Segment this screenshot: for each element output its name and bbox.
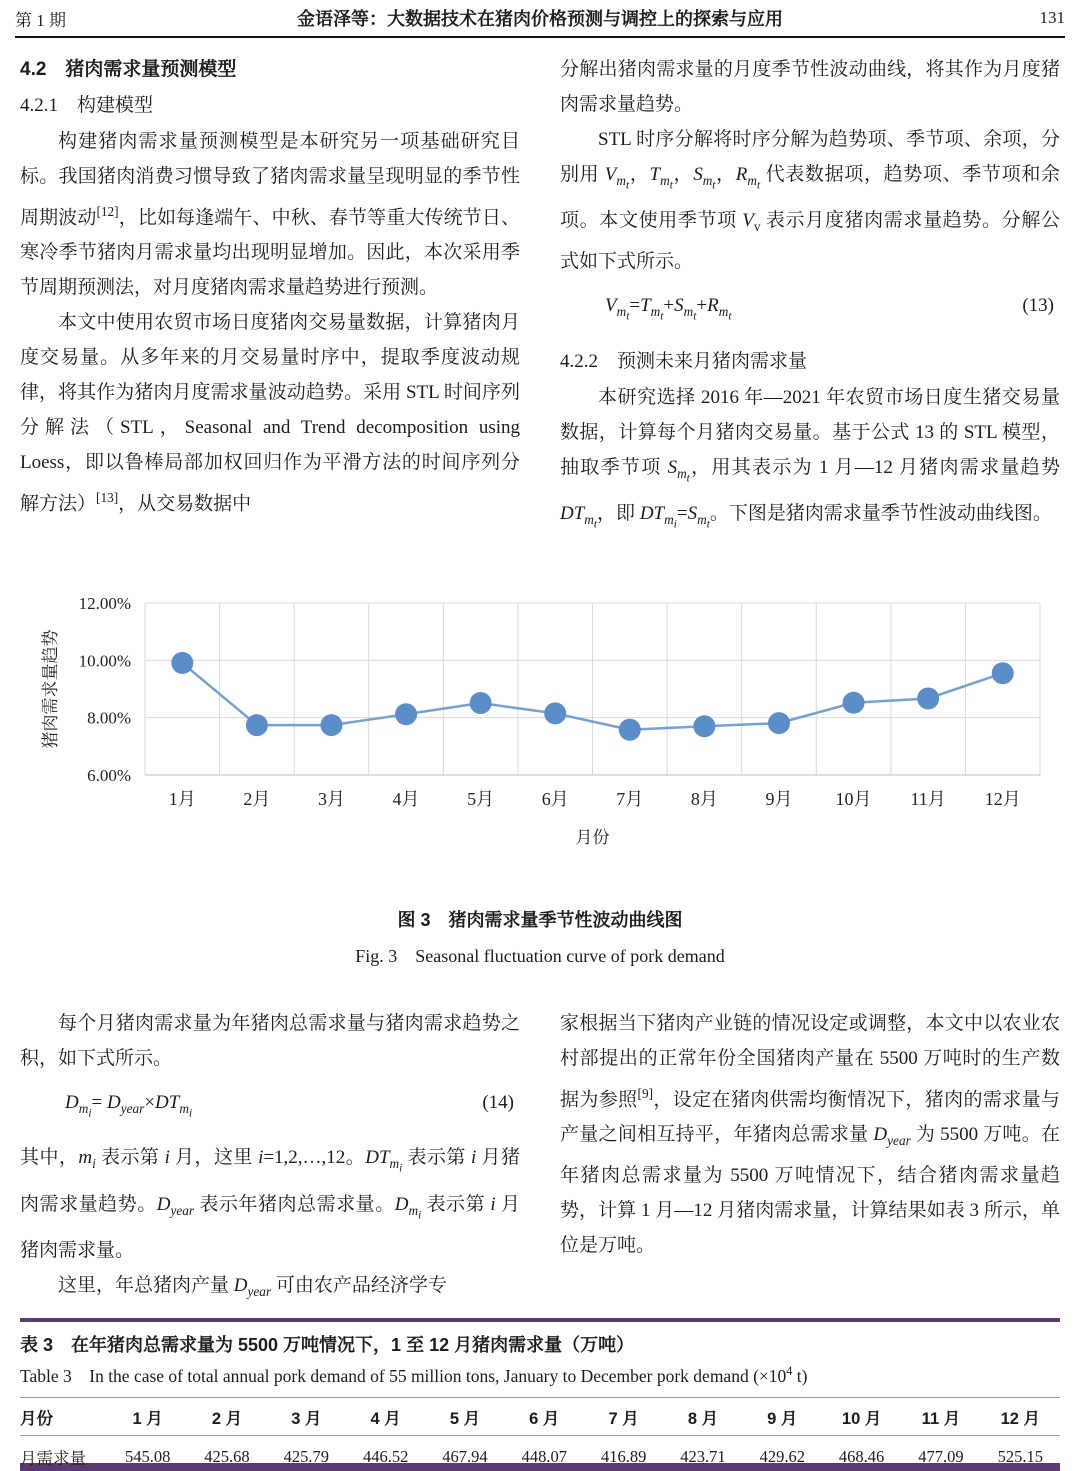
paragraph: 其中，$m_i$ 表示第 i 月，这里 i=1,2,…,12。$DT_{m_i}$ 表示第 i 月猪肉需求量趋势。$D_{year}$ 表示年猪肉总需求量。$D_{m_i}$ 表示第 i 月猪肉需求量。	[20, 1147, 520, 1262]
x-tick-label: 7月	[616, 789, 644, 809]
paragraph: 家根据当下猪肉产业链的情况设定或调整，本文中以农业农村部提出的正常年份全国猪肉产量在 5500 万吨时的生产数据为参照[9]，设定在猪肉供需均衡情况下，猪肉的需求量与产量之间相互持平，年猪肉总需求量 $D_{year}$ 为 5500 万吨。在年猪肉总需求量为 5500 万吨情况下，结合猪肉需求量趋势，计算 1 月—12 月猪肉需求量，计算结果如表 3 所示，单位是万吨。	[560, 1013, 1060, 1257]
data-point-3月	[320, 714, 342, 736]
data-point-2月	[246, 714, 268, 736]
table3-column-header: 9 月	[743, 1398, 822, 1436]
x-tick-label: 9月	[765, 789, 793, 809]
right-column	[560, 52, 1060, 568]
data-point-9月	[768, 712, 790, 734]
table3-column-header: 10 月	[822, 1398, 901, 1436]
section-heading-4-2-2: 4.2.2 预测未来月猪肉需求量	[560, 350, 808, 372]
lower-text-columns	[20, 1006, 1060, 1316]
data-point-1月	[171, 652, 193, 674]
x-tick-label: 6月	[541, 789, 569, 809]
table3-demand-value: 477.09	[918, 1447, 964, 1466]
data-point-12月	[992, 662, 1014, 684]
table3-caption-zh: 表 3 在年猪肉总需求量为 5500 万吨情况下，1 至 12 月猪肉需求量（万吨）	[20, 1335, 635, 1355]
figure3-caption-en: Fig. 3 Seasonal fluctuation curve of pork demand	[355, 946, 725, 966]
table3-demand-value: 468.46	[838, 1447, 885, 1466]
x-tick-label: 3月	[317, 789, 345, 809]
x-tick-label: 1月	[168, 789, 196, 809]
figure3-caption-zh: 图 3 猪肉需求量季节性波动曲线图	[397, 910, 683, 930]
x-tick-label: 8月	[690, 789, 718, 809]
data-point-8月	[693, 715, 715, 737]
table3-row-label: 月需求量	[20, 1449, 86, 1468]
paragraph: 构建猪肉需求量预测模型是本研究另一项基础研究目标。我国猪肉消费习惯导致了猪肉需求量呈现明显的季节性周期波动[12]，比如每逢端午、中秋、春节等重大传统节日、寒冷季节猪肉月需求量均出现明显增加。因此，本次采用季节周期预测法，对月度猪肉需求量趋势进行预测。	[20, 131, 520, 299]
data-point-10月	[843, 692, 865, 714]
table3-demand-value: 416.89	[600, 1447, 647, 1466]
table3-column-header: 11 月	[901, 1398, 980, 1436]
table3-header-row	[20, 1398, 1060, 1436]
equation-14	[65, 1085, 520, 1131]
y-axis-title: 猪肉需求量趋势	[41, 629, 60, 749]
table3-data-row	[20, 1436, 1060, 1471]
table3-demand-value: 425.79	[283, 1447, 329, 1466]
equation-13-body: $V_{m_t}=T_{m_t}+S_{m_t}+R_{m_t}$	[605, 295, 732, 323]
page-header	[15, 0, 1065, 38]
page-number: 131	[1039, 8, 1065, 27]
paragraph: 这里，年总猪肉产量 $D_{year}$ 可由农产品经济学专	[58, 1275, 447, 1300]
table3-demand-value: 446.52	[362, 1447, 409, 1466]
left-column	[20, 52, 520, 568]
data-point-6月	[544, 702, 566, 724]
y-tick-label: 12.00%	[78, 594, 131, 613]
right-column	[560, 1006, 1060, 1316]
y-tick-label: 10.00%	[78, 651, 131, 671]
table3-demand-value: 545.08	[124, 1447, 171, 1466]
table3-column-header: 12 月	[981, 1398, 1060, 1436]
equation-13-number: (13)	[1022, 295, 1054, 317]
table3-column-header: 4 月	[346, 1398, 425, 1436]
paragraph: 本研究选择 2016 年—2021 年农贸市场日度生猪交易量数据，计算每个月猪肉交易量。基于公式 13 的 STL 模型，抽取季节项 $S_{m_t}$，用其表示为 1 月—12 月猪肉需求量趋势 $DT_{m_t}$，即 $DT_{m_i}=S_{m_t}$。下图是猪肉需求量季节性波动曲线图。	[560, 386, 1060, 531]
figure3-chart	[0, 570, 1080, 870]
table3-demand-value: 525.15	[997, 1447, 1043, 1466]
equation-14-number: (14)	[482, 1092, 514, 1113]
x-tick-label: 4月	[392, 789, 420, 809]
table3-column-header: 5 月	[425, 1398, 504, 1436]
left-column	[20, 1006, 520, 1316]
journal-issue: 第 1 期	[15, 10, 66, 30]
x-tick-label: 10月	[835, 789, 872, 809]
table3-demand-value: 448.07	[521, 1447, 567, 1466]
data-point-5月	[470, 692, 492, 714]
data-point-7月	[619, 719, 641, 741]
paragraph: STL 时序分解将时序分解为趋势项、季节项、余项，分别用 $V_{m_t}$，$T_{m_t}$，$S_{m_t}$，$R_{m_t}$ 代表数据项，趋势项、季节项和余项。本文使用季节项 $V_v$ 表示月度猪肉需求量趋势。分解公式如下式所示。	[560, 129, 1060, 273]
top-text-columns	[20, 52, 1060, 568]
paragraph: 每个月猪肉需求量为年猪肉总需求量与猪肉需求趋势之积，如下式所示。	[20, 1013, 520, 1069]
table3-column-header-month: 月份	[20, 1398, 108, 1436]
data-point-11月	[917, 687, 939, 709]
table3-column-header: 6 月	[505, 1398, 584, 1436]
table3-column-header: 1 月	[108, 1398, 187, 1436]
equation-14-body: $D_{m_i}= D_{year}\times DT_{m_i}$	[65, 1092, 193, 1120]
x-tick-label: 5月	[467, 789, 495, 809]
table3-demand-value: 423.71	[680, 1447, 726, 1466]
paragraph: 分解出猪肉需求量的月度季节性波动曲线，将其作为月度猪肉需求量趋势。	[560, 59, 1060, 115]
table3-caption-en: Table 3 In the case of total annual pork demand of 55 million tons, January to December pork demand ($\times 10^4$ t)	[20, 1364, 808, 1386]
running-title: 金语泽等：大数据技术在猪肉价格预测与调控上的探索与应用	[297, 9, 783, 29]
y-tick-label: 8.00%	[87, 708, 131, 728]
table3-column-header: 8 月	[663, 1398, 742, 1436]
table3-demand-value: 467.94	[442, 1447, 488, 1466]
table3-demand-value: 425.68	[204, 1447, 250, 1466]
table3-demand-value: 429.62	[759, 1447, 805, 1466]
data-point-4月	[395, 703, 417, 725]
x-tick-label: 12月	[984, 789, 1021, 809]
table3-column-header: 7 月	[584, 1398, 663, 1436]
section-heading-4-2-1: 4.2.1 构建模型	[20, 95, 154, 116]
table3	[20, 1397, 1060, 1471]
paragraph: 本文中使用农贸市场日度猪肉交易量数据，计算猪肉月度交易量。从多年来的月交易量时序中，提取季度波动规律，将其作为猪肉月度需求量波动趋势。采用 STL 时间序列分解法（STL，Seasonal and Trend decomposition using Loess，即以鲁棒局部加权回归作为平滑方法的时间序列分解方法）[13]，从交易数据中	[20, 312, 520, 515]
equation-13	[605, 288, 1060, 334]
seasonal-fluctuation-line-chart	[0, 570, 1080, 870]
section-heading-4-2: 4.2 猪肉需求量预测模型	[20, 59, 237, 80]
x-axis-title: 月份	[575, 828, 610, 847]
x-tick-label: 2月	[243, 789, 271, 809]
table3-section	[20, 1318, 1060, 1471]
y-tick-label: 6.00%	[87, 766, 131, 785]
x-tick-label: 11月	[910, 789, 946, 809]
table3-column-header: 2 月	[187, 1398, 266, 1436]
table3-column-header: 3 月	[267, 1398, 346, 1436]
